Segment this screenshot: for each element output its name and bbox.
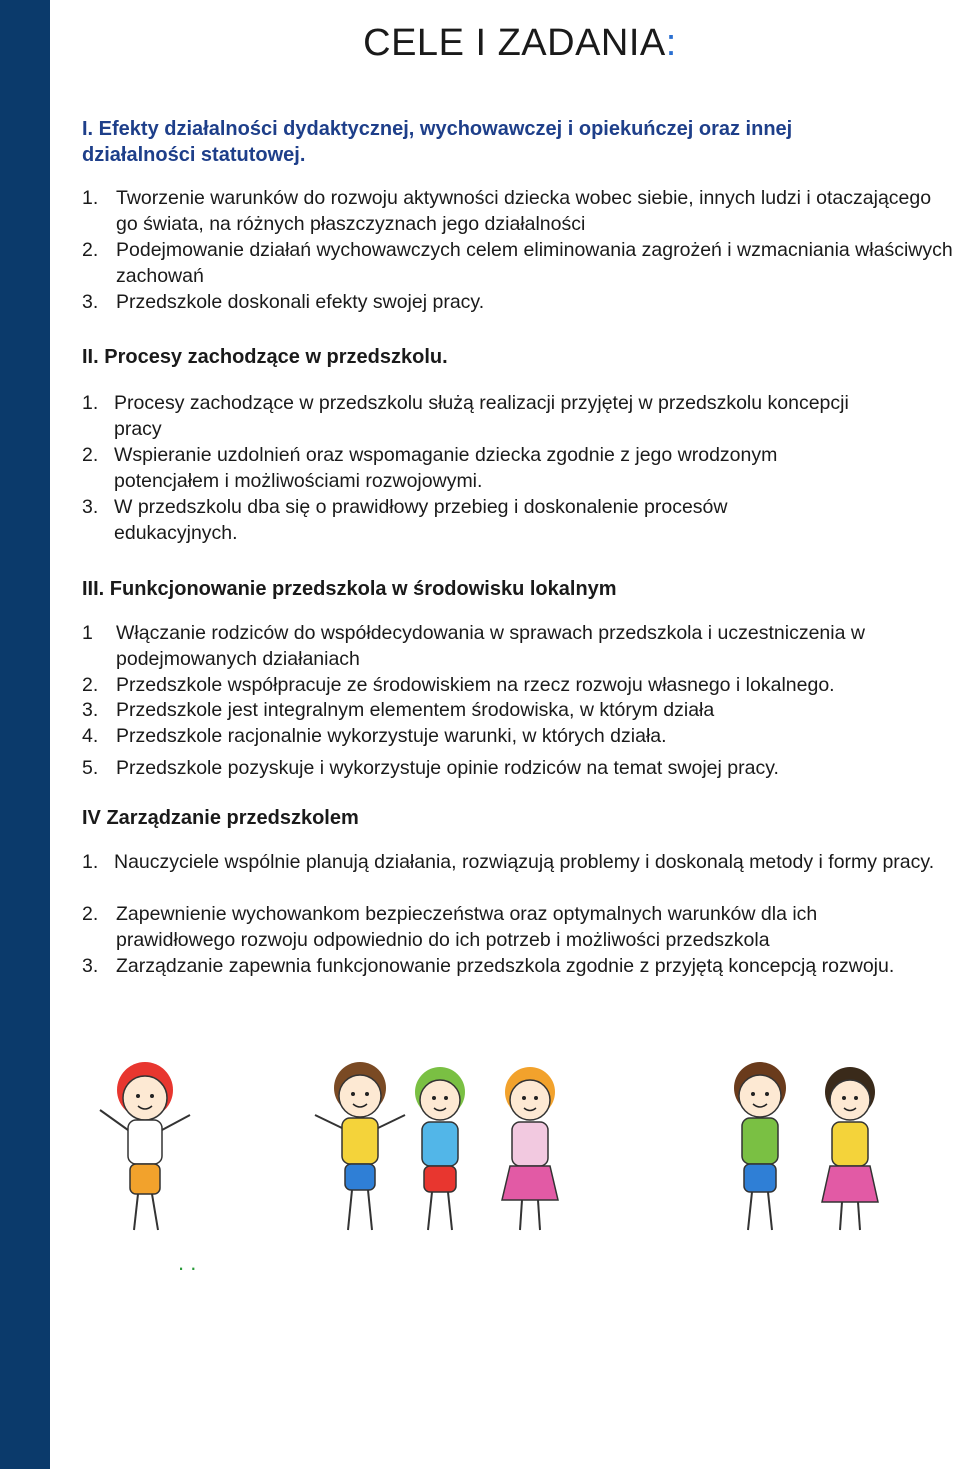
list-item-text: Przedszkole jest integralnym elementem środowiska, w którym działa	[116, 699, 715, 721]
list-item	[82, 620, 960, 672]
list-item-text: Włączanie rodziców do współdecydowania w sprawach przedszkola i uczestniczenia w podejmowanych działaniach	[116, 622, 865, 670]
list-item-text: Procesy zachodzące w przedszkolu służą realizacji przyjętej w przedszkolu koncepcji pracy	[114, 392, 849, 440]
list-item-number: 2.	[82, 239, 99, 261]
list-item-text: Wspieranie uzdolnień oraz wspomaganie dziecka zgodnie z jego wrodzonym potencjałem i możliwościami rozwojowymi.	[114, 444, 778, 492]
list-item	[82, 494, 844, 546]
list-item-text: Tworzenie warunków do rozwoju aktywności dziecka wobec siebie, innych ludzi i otaczającego go świata, na różnych płaszczyznach jego działalności	[116, 187, 932, 235]
list-item-text: Zarządzanie zapewnia funkcjonowanie przedszkola zgodnie z przyjętą koncepcją rozwoju.	[116, 955, 895, 977]
list-item-number: 3.	[82, 291, 99, 313]
list-item-number: 5.	[82, 757, 99, 779]
left-sidebar-bar	[0, 0, 50, 1469]
list-item-number: 2.	[82, 444, 99, 466]
list-item-number: 3.	[82, 955, 99, 977]
list-item-number: 1	[82, 622, 93, 644]
list-item-text: Przedszkole współpracuje ze środowiskiem na rzecz rozwoju własnego i lokalnego.	[116, 674, 835, 696]
child-drawing-3	[415, 1067, 465, 1230]
list-item	[82, 185, 956, 237]
section-heading-3: III. Funkcjonowanie przedszkola w środowisku lokalnym	[82, 578, 617, 600]
section-heading-2: II. Procesy zachodzące w przedszkolu.	[82, 346, 448, 368]
list-item-number: 1.	[82, 851, 99, 873]
list-item-text: W przedszkolu dba się o prawidłowy przebieg i doskonalenie procesów edukacyjnych.	[114, 496, 728, 544]
child-drawing-1	[100, 1062, 190, 1230]
list-item	[82, 289, 956, 315]
list-item-number: 2.	[82, 903, 99, 925]
list-item-number: 1.	[82, 187, 99, 209]
list-item	[82, 755, 956, 781]
child-drawing-2	[315, 1062, 405, 1230]
list-item	[82, 723, 956, 749]
list-item-number: 3.	[82, 699, 99, 721]
list-item-number: 1.	[82, 392, 99, 414]
list-item-text: Podejmowanie działań wychowawczych celem eliminowania zagrożeń i wzmacniania właściwych zachowań	[116, 239, 953, 287]
list-item	[82, 697, 956, 723]
list-item-text: Przedszkole pozyskuje i wykorzystuje opinie rodziców na temat swojej pracy.	[116, 757, 779, 779]
page-title	[0, 22, 960, 65]
list-item-text: Nauczyciele wspólnie planują działania, rozwiązują problemy i doskonalą metody i formy pracy.	[114, 851, 935, 873]
list-item	[82, 237, 960, 289]
list-item-number: 3.	[82, 496, 99, 518]
child-drawing-5	[734, 1062, 786, 1230]
footer-dots: . .	[178, 1250, 197, 1275]
list-item-text: Zapewnienie wychowankom bezpieczeństwa oraz optymalnych warunków dla ich prawidłowego rozwoju odpowiednio do ich potrzeb i możliwości przedszkola	[116, 903, 818, 951]
page-title-text: CELE I ZADANIA	[363, 22, 666, 64]
list-item	[82, 390, 874, 442]
list-item	[82, 953, 936, 979]
list-item	[82, 901, 936, 953]
list-item	[82, 442, 884, 494]
children-illustration	[60, 1030, 960, 1270]
list-item	[82, 672, 956, 698]
list-item	[82, 849, 944, 875]
list-item-number: 2.	[82, 674, 99, 696]
section-heading-1: I. Efekty działalności dydaktycznej, wychowawczej i opiekuńczej oraz innej działalności statutowej.	[82, 118, 793, 166]
child-drawing-6	[822, 1067, 878, 1230]
list-item-number: 4.	[82, 725, 99, 747]
child-drawing-4	[502, 1067, 558, 1230]
page-title-colon: :	[665, 22, 677, 64]
list-item-text: Przedszkole doskonali efekty swojej pracy.	[116, 291, 485, 313]
section-heading-4: IV Zarządzanie przedszkolem	[82, 807, 359, 829]
list-item-text: Przedszkole racjonalnie wykorzystuje warunki, w których działa.	[116, 725, 667, 747]
